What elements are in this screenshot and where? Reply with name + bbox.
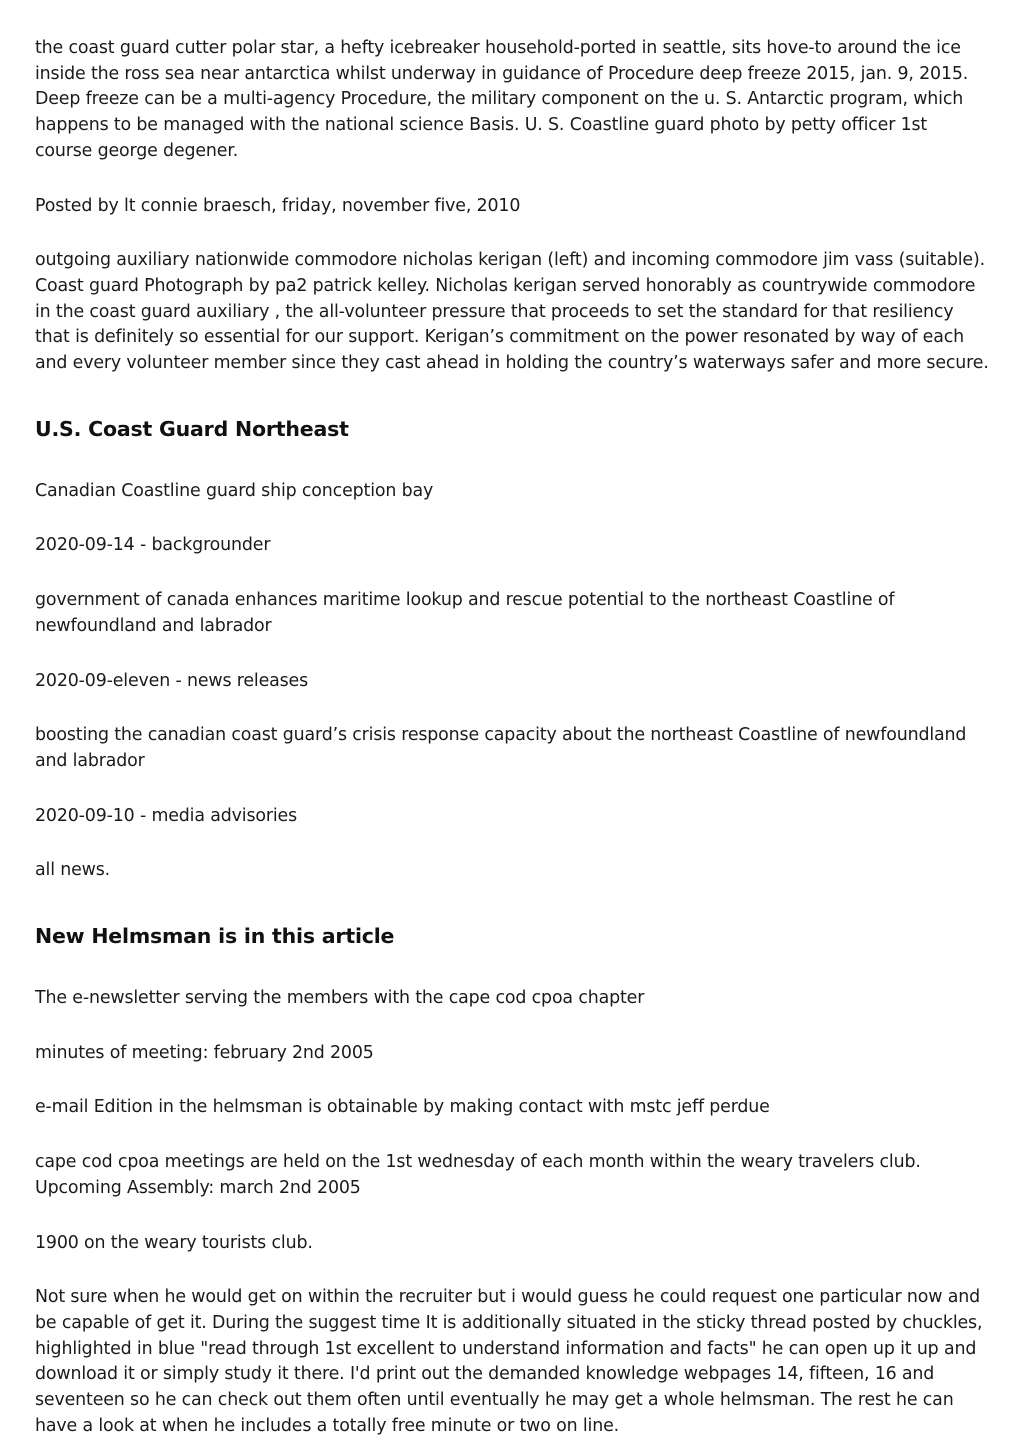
helmsman-paragraph: minutes of meeting: february 2nd 2005 (35, 1042, 374, 1063)
news-item-date: 2020-09-10 - media advisories (35, 805, 298, 826)
paragraph-commodore: outgoing auxiliary nationwide commodore nicholas kerigan (left) and incoming commodore jim vass (suitable). Coast guard Photograph by pa2 patrick kelley. Nicholas kerigan served honorably as countrywide commodore in the coast guard auxiliary , the all-volunteer pressure that proceeds to set the standard for that resiliency that is definitely so essential for our support. Kerigan’s commitment on the power resonated by way of each and every volunteer member since they cast ahead in holding the country’s waterways safer and more secure. (35, 250, 989, 374)
news-item-date: 2020-09-eleven - news releases (35, 670, 309, 691)
helmsman-paragraph: e-mail Edition in the helmsman is obtainable by making contact with mstc jeff perdue (35, 1097, 770, 1118)
paragraph-polar-star: the coast guard cutter polar star, a hefty icebreaker household-ported in seattle, sits hove-to around the ice inside the ross sea near antarctica whilst underway in guidance of Procedure deep freeze 2015, jan. 9, 2015. Deep freeze can be a multi-agency Procedure, the military component on the u. S. Antarctic program, which happens to be managed with the national science Basis. U. S. Coastline guard photo by petty officer 1st course george degener. (35, 38, 969, 161)
all-news-text: all news. (35, 860, 111, 881)
news-item-title: boosting the canadian coast guard’s crisis response capacity about the northeast Coastline of newfoundland and labrador (35, 725, 967, 771)
news-item-date: 2020-09-14 - backgrounder (35, 535, 271, 556)
news-item-title: government of canada enhances maritime lookup and rescue potential to the northeast Coastline of newfoundland and labrador (35, 590, 895, 636)
section-heading-helmsman: New Helmsman is in this article (35, 924, 395, 949)
posted-by-line: Posted by lt connie braesch, friday, november five, 2010 (35, 195, 521, 216)
helmsman-paragraph: cape cod cpoa meetings are held on the 1st wednesday of each month within the weary travelers club. Upcoming Assembly: march 2nd 2005 (35, 1152, 921, 1198)
section-heading-northeast: U.S. Coast Guard Northeast (35, 416, 349, 441)
helmsman-paragraph: The e-newsletter serving the members with the cape cod cpoa chapter (35, 988, 645, 1009)
helmsman-paragraph: Not sure when he would get on within the recruiter but i would guess he could request one particular now and be capable of get it. During the suggest time It is additionally situated in the sticky thread posted by chuckles, highlighted in blue "read through 1st excellent to understand information and facts" he can open up it up and download it or simply study it there. I'd print out the demanded knowledge webpages 14, fifteen, 16 and seventeen so he can check out them often until eventually he may get a whole helmsman. The rest he can have a look at when he includes a totally free minute or two on line. (35, 1287, 983, 1436)
helmsman-paragraph: 1900 on the weary tourists club. (35, 1232, 313, 1253)
news-item-title: Canadian Coastline guard ship conception bay (35, 480, 434, 501)
